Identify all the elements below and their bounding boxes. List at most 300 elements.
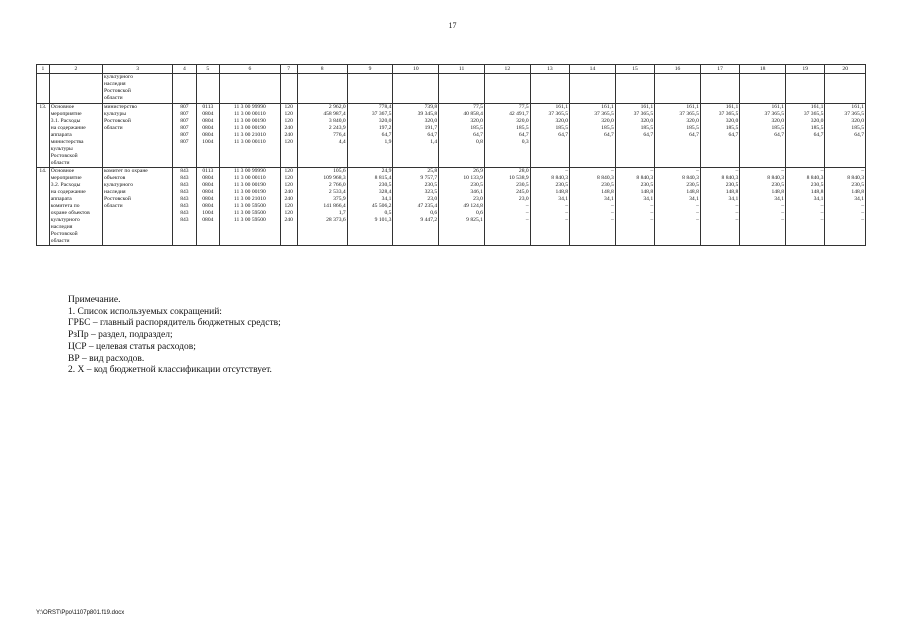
empty-cell <box>280 74 297 104</box>
empty-cell <box>347 74 393 104</box>
value-cell: 34,1 <box>530 196 569 203</box>
value-cell: 40 858,4 <box>439 111 485 118</box>
empty-cell <box>173 74 196 104</box>
value-cell: 148,8 <box>570 189 616 196</box>
value-cell: 320,0 <box>655 118 701 125</box>
empty-cell <box>740 146 786 153</box>
value-cell: 64,7 <box>484 132 530 139</box>
csr-cell: 11 3 00 21010 <box>220 132 281 139</box>
csr-cell: 11 3 00 00190 <box>220 118 281 125</box>
value-cell: – <box>740 217 786 224</box>
empty-cell <box>484 224 530 231</box>
empty-cell <box>439 160 485 168</box>
value-cell: 230,5 <box>439 182 485 189</box>
value-cell: 37 365,5 <box>570 111 616 118</box>
empty-cell <box>700 238 739 246</box>
empty-cell <box>393 74 439 104</box>
empty-cell <box>530 153 569 160</box>
empty-cell <box>280 231 297 238</box>
value-cell: 34,1 <box>825 196 866 203</box>
activity-name-cell: Основное мероприятие 3.2. Расходы на содержание аппарата комитета по охране объектов культурного наследия Ростовской области <box>49 168 102 246</box>
csr-cell: 11 3 00 21010 <box>220 196 281 203</box>
empty-cell <box>347 238 393 246</box>
value-cell: 0,5 <box>347 210 393 217</box>
value-cell: 64,7 <box>700 132 739 139</box>
value-cell: 37 365,5 <box>825 111 866 118</box>
csr-cell: 11 3 00 00190 <box>220 189 281 196</box>
value-cell: 161,1 <box>530 104 569 112</box>
value-cell: 37 365,5 <box>530 111 569 118</box>
note-line: 1. Список используемых сокращений: <box>68 306 222 317</box>
empty-cell <box>439 146 485 153</box>
column-header: 11 <box>439 65 485 74</box>
empty-cell <box>825 74 866 104</box>
csr-cell: 11 3 00 00190 <box>220 182 281 189</box>
empty-cell <box>740 153 786 160</box>
value-cell <box>825 139 866 146</box>
empty-cell <box>615 224 654 231</box>
value-cell: – <box>615 210 654 217</box>
value-cell: 230,5 <box>530 182 569 189</box>
column-header: 16 <box>655 65 701 74</box>
note-line: ЦСР – целевая статья расходов; <box>68 341 196 352</box>
value-cell: 37 365,5 <box>615 111 654 118</box>
grbs-cell: 807 <box>173 104 196 112</box>
value-cell: 77,5 <box>484 104 530 112</box>
value-cell: 8 840,3 <box>530 175 569 182</box>
value-cell: – <box>530 203 569 210</box>
empty-cell <box>786 153 825 160</box>
value-cell: 8 840,3 <box>740 175 786 182</box>
value-cell: – <box>700 217 739 224</box>
value-cell: 37 365,5 <box>700 111 739 118</box>
value-cell <box>530 139 569 146</box>
value-cell: 320,0 <box>484 118 530 125</box>
table-row <box>37 168 866 176</box>
carryover-row <box>37 74 866 104</box>
csr-cell: 11 3 00 59500 <box>220 203 281 210</box>
value-cell: 64,7 <box>655 132 701 139</box>
empty-cell <box>173 238 196 246</box>
rzpr-cell: 1004 <box>196 210 219 217</box>
value-cell: 161,1 <box>570 104 616 112</box>
empty-cell <box>484 146 530 153</box>
value-cell: 64,7 <box>347 132 393 139</box>
rzpr-cell: 0804 <box>196 125 219 132</box>
value-cell: 37 367,5 <box>347 111 393 118</box>
vr-cell: 120 <box>280 111 297 118</box>
value-cell: 0,6 <box>439 210 485 217</box>
rzpr-cell: 0804 <box>196 111 219 118</box>
empty-cell <box>740 74 786 104</box>
value-cell: – <box>570 217 616 224</box>
value-cell: 28,0 <box>484 168 530 176</box>
column-header: 3 <box>102 65 172 74</box>
vr-cell: 120 <box>280 175 297 182</box>
value-cell: – <box>570 210 616 217</box>
value-cell: 1,7 <box>297 210 347 217</box>
empty-cell <box>570 224 616 231</box>
value-cell: 161,1 <box>786 104 825 112</box>
empty-cell <box>825 238 866 246</box>
empty-cell <box>700 74 739 104</box>
empty-cell <box>347 153 393 160</box>
value-cell: – <box>740 203 786 210</box>
empty-cell <box>439 74 485 104</box>
column-number-row <box>37 65 866 74</box>
rzpr-cell: 0804 <box>196 217 219 224</box>
column-header: 7 <box>280 65 297 74</box>
empty-cell <box>655 160 701 168</box>
value-cell: 28 373,6 <box>297 217 347 224</box>
value-cell: 197,2 <box>347 125 393 132</box>
empty-cell <box>484 74 530 104</box>
note-line: Примечание. <box>68 295 121 305</box>
empty-cell <box>655 238 701 246</box>
value-cell: 42 491,7 <box>484 111 530 118</box>
value-cell: 185,5 <box>439 125 485 132</box>
empty-cell <box>700 146 739 153</box>
value-cell: 185,5 <box>825 125 866 132</box>
row-number-cell: 14. <box>37 168 50 246</box>
rzpr-cell: 0804 <box>196 118 219 125</box>
value-cell: 230,5 <box>484 182 530 189</box>
empty-cell <box>297 153 347 160</box>
value-cell: 230,5 <box>786 182 825 189</box>
empty-cell <box>825 224 866 231</box>
value-cell: 34,1 <box>655 196 701 203</box>
value-cell: – <box>570 168 616 176</box>
value-cell: – <box>700 203 739 210</box>
empty-cell <box>530 238 569 246</box>
value-cell: 230,5 <box>393 182 439 189</box>
value-cell: 9 447,2 <box>393 217 439 224</box>
value-cell: 2 962,0 <box>297 104 347 112</box>
value-cell: 148,8 <box>655 189 701 196</box>
value-cell: 141 866,4 <box>297 203 347 210</box>
empty-cell <box>786 74 825 104</box>
value-cell: 320,0 <box>393 118 439 125</box>
value-cell: 49 124,8 <box>439 203 485 210</box>
csr-cell: 11 3 00 00190 <box>220 125 281 132</box>
empty-cell <box>220 153 281 160</box>
value-cell: 34,1 <box>570 196 616 203</box>
grbs-cell: 843 <box>173 196 196 203</box>
empty-cell <box>655 153 701 160</box>
value-cell: 1,9 <box>347 139 393 146</box>
value-cell: 64,7 <box>615 132 654 139</box>
value-cell: 230,5 <box>825 182 866 189</box>
rzpr-cell: 0804 <box>196 132 219 139</box>
empty-cell <box>173 146 196 153</box>
empty-cell <box>220 160 281 168</box>
rzpr-cell: 0804 <box>196 175 219 182</box>
value-cell: 34,1 <box>615 196 654 203</box>
column-header: 9 <box>347 65 393 74</box>
value-cell: 8 840,3 <box>786 175 825 182</box>
value-cell: 320,0 <box>740 118 786 125</box>
value-cell <box>615 139 654 146</box>
csr-cell: 11 3 00 00110 <box>220 139 281 146</box>
empty-cell <box>196 74 219 104</box>
empty-cell <box>615 146 654 153</box>
value-cell: 109 968,3 <box>297 175 347 182</box>
value-cell: 37 365,5 <box>740 111 786 118</box>
value-cell: 458 987,4 <box>297 111 347 118</box>
empty-cell <box>740 238 786 246</box>
vr-cell: 120 <box>280 210 297 217</box>
value-cell: 245,0 <box>484 189 530 196</box>
value-cell: 8 840,3 <box>825 175 866 182</box>
value-cell: – <box>655 203 701 210</box>
value-cell: 230,5 <box>655 182 701 189</box>
value-cell: 161,1 <box>825 104 866 112</box>
empty-cell <box>825 231 866 238</box>
value-cell: 8 840,3 <box>700 175 739 182</box>
empty-cell <box>570 231 616 238</box>
empty-cell <box>570 74 616 104</box>
empty-cell <box>280 224 297 231</box>
value-cell: 148,8 <box>700 189 739 196</box>
value-cell: 778,4 <box>347 104 393 112</box>
value-cell: – <box>615 168 654 176</box>
rzpr-cell: 0804 <box>196 189 219 196</box>
value-cell: – <box>786 203 825 210</box>
value-cell: 320,0 <box>530 118 569 125</box>
empty-cell <box>37 74 50 104</box>
value-cell: 320,0 <box>347 118 393 125</box>
value-cell: 34,1 <box>700 196 739 203</box>
grbs-cell: 807 <box>173 118 196 125</box>
value-cell: 2 533,4 <box>297 189 347 196</box>
budget-table <box>36 64 866 246</box>
value-cell: – <box>700 210 739 217</box>
empty-cell <box>196 238 219 246</box>
value-cell: 230,5 <box>740 182 786 189</box>
value-cell: 0,8 <box>439 139 485 146</box>
value-cell: 64,7 <box>825 132 866 139</box>
grbs-cell: 807 <box>173 132 196 139</box>
value-cell: – <box>786 168 825 176</box>
empty-cell <box>700 160 739 168</box>
empty-cell <box>484 160 530 168</box>
rzpr-cell: 1004 <box>196 139 219 146</box>
value-cell: 105,6 <box>297 168 347 176</box>
value-cell <box>740 139 786 146</box>
empty-cell <box>347 146 393 153</box>
value-cell: 1,4 <box>393 139 439 146</box>
value-cell: 10 133,9 <box>439 175 485 182</box>
empty-cell <box>393 146 439 153</box>
value-cell: – <box>615 203 654 210</box>
empty-cell <box>220 74 281 104</box>
empty-cell <box>297 74 347 104</box>
empty-cell <box>740 160 786 168</box>
value-cell: 323,5 <box>393 189 439 196</box>
value-cell: – <box>484 217 530 224</box>
table-row <box>37 104 866 112</box>
value-cell: 161,1 <box>740 104 786 112</box>
value-cell: – <box>825 217 866 224</box>
notes-block <box>68 295 281 377</box>
value-cell: 23,0 <box>393 196 439 203</box>
empty-cell <box>347 224 393 231</box>
empty-cell <box>280 146 297 153</box>
empty-cell <box>700 153 739 160</box>
vr-cell: 120 <box>280 118 297 125</box>
column-header: 17 <box>700 65 739 74</box>
value-cell: 10 538,9 <box>484 175 530 182</box>
csr-cell: 11 3 00 99990 <box>220 104 281 112</box>
value-cell <box>700 139 739 146</box>
value-cell: 776,4 <box>297 132 347 139</box>
empty-cell <box>615 153 654 160</box>
empty-cell <box>220 146 281 153</box>
page-number: 17 <box>448 21 457 30</box>
value-cell: 375,9 <box>297 196 347 203</box>
value-cell: 64,7 <box>393 132 439 139</box>
empty-cell <box>786 146 825 153</box>
value-cell: – <box>740 168 786 176</box>
value-cell: 230,5 <box>347 182 393 189</box>
value-cell: 161,1 <box>615 104 654 112</box>
value-cell: – <box>655 217 701 224</box>
value-cell: – <box>570 203 616 210</box>
value-cell: 47 235,4 <box>393 203 439 210</box>
value-cell: 185,5 <box>570 125 616 132</box>
empty-cell <box>786 224 825 231</box>
value-cell: 185,5 <box>615 125 654 132</box>
vr-cell: 120 <box>280 139 297 146</box>
value-cell: 148,8 <box>615 189 654 196</box>
value-cell: 148,8 <box>530 189 569 196</box>
value-cell: 185,5 <box>700 125 739 132</box>
empty-cell <box>655 146 701 153</box>
column-header: 2 <box>49 65 102 74</box>
empty-cell <box>615 74 654 104</box>
grbs-cell: 843 <box>173 210 196 217</box>
value-cell: 346,1 <box>439 189 485 196</box>
note-line: ГРБС – главный распорядитель бюджетных средств; <box>68 318 281 329</box>
value-cell: – <box>484 210 530 217</box>
value-cell: – <box>786 217 825 224</box>
value-cell: – <box>825 203 866 210</box>
value-cell: 185,5 <box>655 125 701 132</box>
value-cell: 161,1 <box>700 104 739 112</box>
empty-cell <box>439 224 485 231</box>
value-cell: 23,0 <box>484 196 530 203</box>
value-cell: 185,5 <box>484 125 530 132</box>
value-cell: 185,5 <box>740 125 786 132</box>
value-cell: 64,7 <box>530 132 569 139</box>
vr-cell: 120 <box>280 182 297 189</box>
empty-cell <box>700 231 739 238</box>
column-header: 12 <box>484 65 530 74</box>
empty-cell <box>825 153 866 160</box>
rzpr-cell: 0113 <box>196 104 219 112</box>
empty-cell <box>220 224 281 231</box>
value-cell: – <box>530 168 569 176</box>
value-cell: 9 757,7 <box>393 175 439 182</box>
responsible-cell: комитет по охране объектов культурного наследия Ростовской области <box>102 168 172 246</box>
empty-cell <box>615 238 654 246</box>
column-header: 13 <box>530 65 569 74</box>
grbs-cell: 807 <box>173 111 196 118</box>
column-header: 5 <box>196 65 219 74</box>
empty-cell <box>297 146 347 153</box>
empty-cell <box>786 231 825 238</box>
empty-cell <box>347 231 393 238</box>
value-cell: 37 365,5 <box>786 111 825 118</box>
value-cell: – <box>786 210 825 217</box>
vr-cell: 240 <box>280 217 297 224</box>
empty-cell <box>786 238 825 246</box>
column-header: 19 <box>786 65 825 74</box>
empty-cell <box>570 238 616 246</box>
value-cell: 64,7 <box>786 132 825 139</box>
value-cell: 185,5 <box>786 125 825 132</box>
value-cell: – <box>825 168 866 176</box>
empty-cell <box>297 238 347 246</box>
value-cell <box>570 139 616 146</box>
value-cell: 328,4 <box>347 189 393 196</box>
empty-cell <box>173 224 196 231</box>
value-cell: 230,5 <box>570 182 616 189</box>
value-cell: – <box>530 210 569 217</box>
value-cell: 8 840,3 <box>615 175 654 182</box>
note-line: ВР – вид расходов. <box>68 353 145 364</box>
empty-cell <box>570 160 616 168</box>
row-number-cell: 13. <box>37 104 50 168</box>
value-cell: 230,5 <box>615 182 654 189</box>
empty-cell <box>786 160 825 168</box>
empty-cell <box>484 238 530 246</box>
empty-cell <box>196 146 219 153</box>
csr-cell: 11 3 00 59500 <box>220 210 281 217</box>
empty-cell <box>655 231 701 238</box>
value-cell: 64,7 <box>439 132 485 139</box>
column-header: 8 <box>297 65 347 74</box>
value-cell: – <box>484 203 530 210</box>
empty-cell <box>196 153 219 160</box>
note-line: РзПр – раздел, подраздел; <box>68 330 173 341</box>
empty-cell <box>439 153 485 160</box>
value-cell: 161,1 <box>655 104 701 112</box>
vr-cell: 240 <box>280 125 297 132</box>
value-cell: 24,9 <box>347 168 393 176</box>
empty-cell <box>196 231 219 238</box>
value-cell: – <box>700 168 739 176</box>
empty-cell <box>825 160 866 168</box>
empty-cell <box>196 224 219 231</box>
value-cell: 320,0 <box>700 118 739 125</box>
column-header: 6 <box>220 65 281 74</box>
empty-cell <box>530 224 569 231</box>
empty-cell <box>297 224 347 231</box>
empty-cell <box>530 74 569 104</box>
grbs-cell: 843 <box>173 203 196 210</box>
empty-cell <box>393 153 439 160</box>
responsible-cell: культурного наследия Ростовской области <box>102 74 172 104</box>
empty-cell <box>530 231 569 238</box>
empty-cell <box>297 160 347 168</box>
vr-cell: 240 <box>280 196 297 203</box>
value-cell: 2 766,0 <box>297 182 347 189</box>
empty-cell <box>530 146 569 153</box>
empty-cell <box>615 231 654 238</box>
empty-cell <box>220 231 281 238</box>
empty-cell <box>297 231 347 238</box>
